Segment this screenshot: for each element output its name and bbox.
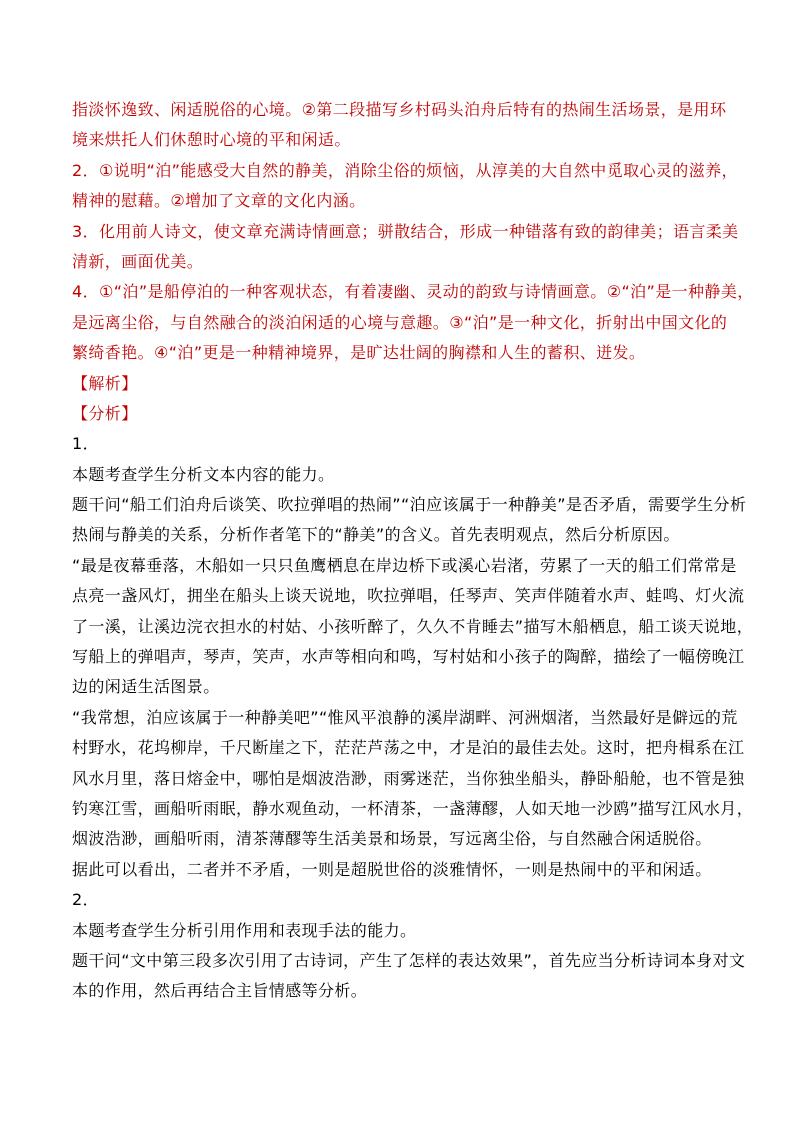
text-line: 村野水，花坞柳岸，千尺断崖之下，茫茫芦荡之中，才是泊的最佳去处。这时，把舟楫系在江 bbox=[72, 738, 745, 758]
text-line: 4．①“泊”是船停泊的一种客观状态，有着凄幽、灵动的韵致与诗情画意。②“泊”是一种静美， bbox=[72, 282, 754, 302]
text-line: 境来烘托人们休憩时心境的平和闲适。 bbox=[72, 130, 351, 150]
text-line: 【分析】 bbox=[72, 403, 138, 423]
text-line: 烟波浩渺，画船听雨，清茶薄醪等生活美景和场景，写远离尘俗，与自然融合闲适脱俗。 bbox=[72, 829, 712, 849]
text-line: 点亮一盏风灯，拥坐在船头上谈天说地，吹拉弹唱，任琴声、笑声伴随着水声、蛙鸣、灯火流 bbox=[72, 586, 745, 606]
text-line: 3．化用前人诗文，使文章充满诗情画意；骈散结合，形成一种错落有致的韵律美；语言柔美 bbox=[72, 221, 739, 241]
text-line: 题干问“文中第三段多次引用了古诗词，产生了怎样的表达效果”，首先应当分析诗词本身对文 bbox=[72, 950, 746, 970]
text-line: 写船上的弹唱声，琴声，笑声，水声等相向和鸣，写村姑和小孩子的陶醉，描绘了一幅傍晚江 bbox=[72, 647, 745, 667]
text-line: 据此可以看出，二者并不矛盾，一则是超脱世俗的淡雅情怀，一则是热闹中的平和闲适。 bbox=[72, 859, 712, 879]
text-line: 精神的慰藉。②增加了文章的文化内涵。 bbox=[72, 191, 366, 211]
text-line: 2．①说明“泊”能感受大自然的静美，消除尘俗的烦恼，从淳美的大自然中觅取心灵的滋养， bbox=[72, 160, 738, 180]
text-line: 本的作用，然后再结合主旨情感等分析。 bbox=[72, 981, 368, 1001]
text-line: 题干问“船工们泊舟后谈笑、吹拉弹唱的热闹”“泊应该属于一种静美”是否矛盾，需要学生分析 bbox=[72, 495, 747, 515]
text-line: “我常想，泊应该属于一种静美吧”“惟风平浪静的溪岸湖畔、河洲烟渚，当然最好是僻远的荒 bbox=[72, 707, 738, 727]
text-line: 2． bbox=[72, 890, 99, 910]
text-line: 本题考查学生分析文本内容的能力。 bbox=[72, 464, 335, 484]
text-line: 热闹与静美的关系，分析作者笔下的“静美”的含义。首先表明观点，然后分析原因。 bbox=[72, 525, 680, 545]
text-line: 【解析】 bbox=[72, 373, 138, 393]
text-line: 了一溪，让溪边浣衣担水的村姑、小孩听醉了，久久不肯睡去”描写木船栖息，船工谈天说地， bbox=[72, 616, 754, 636]
text-line: “最是夜幕垂落，木船如一只只鱼鹰栖息在岸边桥下或溪心岩渚，劳累了一天的船工们常常是 bbox=[72, 555, 737, 575]
text-line: 钓寒江雪，画船听雨眠，静水观鱼动，一杯清茶，一盏薄醪，人如天地一沙鸥”描写江风水月， bbox=[72, 798, 754, 818]
text-line: 清新，画面优美。 bbox=[72, 251, 204, 271]
document-body bbox=[72, 95, 754, 1007]
text-line: 本题考查学生分析引用作用和表现手法的能力。 bbox=[72, 920, 417, 940]
text-line: 风水月里，落日熔金中，哪怕是烟波浩渺，雨雾迷茫，当你独坐船头，静卧船舱，也不管是独 bbox=[72, 768, 745, 788]
text-line: 是远离尘俗，与自然融合的淡泊闲适的心境与意趣。③“泊”是一种文化，折射出中国文化的 bbox=[72, 312, 728, 332]
text-line: 边的闲适生活图景。 bbox=[72, 677, 220, 697]
text-line: 指淡怀逸致、闲适脱俗的心境。②第二段描写乡村码头泊舟后特有的热闹生活场景，是用环 bbox=[72, 100, 727, 119]
text-line: 1． bbox=[72, 434, 99, 454]
text-line: 繁绮香艳。④“泊”更是一种精神境界，是旷达壮阔的胸襟和人生的蓄积、迸发。 bbox=[72, 343, 646, 363]
